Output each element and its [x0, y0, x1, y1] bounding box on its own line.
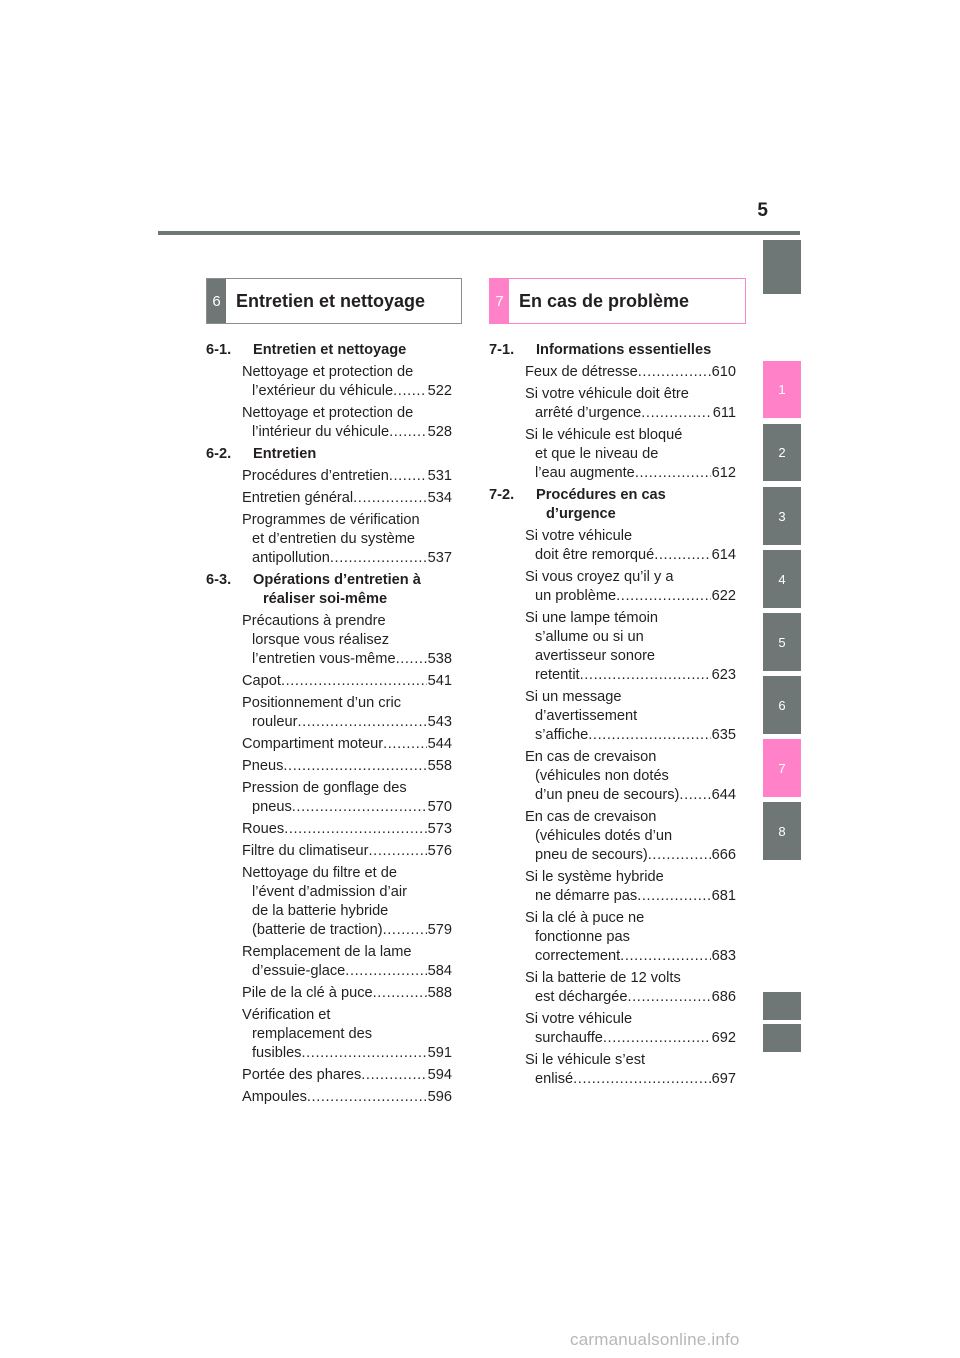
toc-entry-last-line — [525, 887, 736, 906]
section-title-line: Entretien — [253, 446, 317, 462]
toc-entry[interactable] — [242, 1088, 452, 1107]
toc-entry-line: Pression de gonflage des — [242, 780, 407, 796]
toc-entry-line: d’avertissement — [535, 708, 638, 724]
section-title-line: Opérations d’entretien à — [253, 572, 421, 588]
toc-entry-last-line — [242, 984, 452, 1003]
dot-leader — [389, 423, 427, 442]
page-reference[interactable]: 570 — [427, 799, 452, 815]
section-number: 6-2. — [206, 446, 232, 462]
toc-entry[interactable] — [525, 568, 736, 606]
toc-entry-line: l’entretien vous-même — [252, 651, 396, 667]
page-reference[interactable]: 614 — [711, 547, 736, 563]
toc-entry-line: l’eau augmente — [535, 465, 635, 481]
toc-entry-last-line — [525, 988, 736, 1007]
toc-entry[interactable] — [525, 688, 736, 745]
toc-entry[interactable] — [525, 969, 736, 1007]
toc-entry-line: Entretien général — [242, 490, 354, 506]
tab-index-1 — [763, 992, 801, 1020]
toc-entry-last-line — [242, 549, 452, 568]
section-title-line: d’urgence — [546, 506, 616, 522]
page-reference[interactable]: 576 — [427, 843, 452, 859]
toc-entry-last-line — [242, 467, 452, 486]
toc-entry-line: Si le véhicule s’est — [525, 1052, 646, 1068]
tab-index-2 — [763, 1024, 801, 1052]
toc-entry-line: l’extérieur du véhicule — [252, 383, 394, 399]
page-reference[interactable]: 522 — [427, 383, 452, 399]
chapter-7-title: En cas de problème — [519, 290, 690, 311]
toc-entry-last-line — [242, 713, 452, 732]
toc-entry-line: Si une lampe témoin — [525, 610, 659, 626]
toc-entry-last-line — [242, 672, 452, 691]
page-reference[interactable]: 591 — [427, 1045, 452, 1061]
toc-entry-line: Positionnement d’un cric — [242, 695, 401, 711]
toc-entry-line: un problème — [535, 588, 617, 604]
page-reference[interactable]: 681 — [711, 888, 736, 904]
toc-entry-line: lorsque vous réalisez — [252, 632, 390, 648]
toc-entry-line: d’un pneu de secours) — [535, 787, 680, 803]
toc-entry-line: retentit — [535, 667, 580, 683]
toc-entry-last-line — [525, 947, 736, 966]
page-reference[interactable]: 692 — [711, 1030, 736, 1046]
dot-leader — [383, 921, 427, 940]
dot-leader — [361, 1066, 426, 1085]
page-reference[interactable]: 610 — [711, 364, 736, 380]
toc-section-heading — [206, 445, 452, 464]
toc-entry-line: rouleur — [252, 714, 298, 730]
dot-leader — [638, 363, 711, 382]
toc-entry-line: de la batterie hybride — [252, 903, 389, 919]
toc-entry[interactable] — [525, 1010, 736, 1048]
toc-entry-last-line — [525, 587, 736, 606]
toc-entry-last-line — [525, 666, 736, 685]
toc-entry[interactable] — [242, 489, 452, 508]
toc-entry-last-line — [525, 546, 736, 565]
toc-entry-line: pneu de secours) — [535, 847, 648, 863]
toc-entry-line: et d’entretien du système — [252, 531, 416, 547]
toc-entry-line: Nettoyage du filtre et de — [242, 865, 397, 881]
toc-entry[interactable] — [242, 842, 452, 861]
toc-entry-line: d’essuie-glace — [252, 963, 346, 979]
section-title-line: réaliser soi-même — [263, 591, 388, 607]
toc-entry-last-line — [242, 423, 452, 442]
section-number: 6-1. — [206, 342, 232, 358]
page-reference[interactable]: 534 — [427, 490, 452, 506]
toc-entry-line: Capot — [242, 673, 281, 689]
page-reference[interactable]: 623 — [711, 667, 736, 683]
toc-entry-last-line — [525, 846, 736, 865]
toc-entry-line: Feux de détresse — [525, 364, 638, 380]
toc-entry[interactable] — [525, 748, 736, 805]
tab-chapter-7[interactable]: 7 — [763, 739, 801, 797]
dot-leader — [307, 1088, 427, 1107]
toc-entry-line: Si la clé à puce ne — [525, 910, 645, 926]
toc-entry-line: s’affiche — [535, 727, 589, 743]
toc-entry-line: remplacement des — [252, 1026, 373, 1042]
page-reference[interactable]: 686 — [711, 989, 736, 1005]
dot-leader — [283, 757, 426, 776]
dot-leader — [393, 382, 426, 401]
toc-entry-line: enlisé — [535, 1071, 574, 1087]
page-reference[interactable]: 538 — [427, 651, 452, 667]
dot-leader — [292, 798, 427, 817]
toc-section-heading — [206, 571, 452, 609]
toc-entry-line: et que le niveau de — [535, 446, 659, 462]
toc-entry[interactable] — [242, 757, 452, 776]
toc-entry[interactable] — [242, 404, 452, 442]
toc-section-heading — [489, 341, 736, 360]
dot-leader — [396, 650, 427, 669]
toc-entry[interactable] — [242, 779, 452, 817]
page-reference[interactable]: 579 — [427, 922, 452, 938]
chapter-7-header — [489, 278, 746, 324]
page-reference[interactable]: 541 — [427, 673, 452, 689]
dot-leader — [654, 546, 710, 565]
page-reference[interactable]: 558 — [427, 758, 452, 774]
tab-chapter-1[interactable]: 1 — [763, 361, 801, 418]
toc-entry-line: Vérification et — [242, 1007, 331, 1023]
toc-entry-line: Programmes de vérification — [242, 512, 420, 528]
toc-entry[interactable] — [242, 467, 452, 486]
page-number: 5 — [757, 200, 768, 221]
toc-entry[interactable] — [525, 609, 736, 685]
toc-entry-line: Pile de la clé à puce — [242, 985, 373, 1001]
toc-entry-line: fusibles — [252, 1045, 302, 1061]
page-reference[interactable]: 683 — [711, 948, 736, 964]
dot-leader — [588, 726, 710, 745]
toc-entry-line: correctement — [535, 948, 621, 964]
toc-entry-last-line — [242, 382, 452, 401]
dot-leader — [637, 887, 710, 906]
toc-entry-line: fonctionne pas — [535, 929, 630, 945]
page-reference[interactable]: 611 — [712, 405, 736, 421]
header-rule — [158, 231, 800, 235]
toc-section-heading — [206, 341, 452, 360]
toc-entry-line: Procédures d’entretien — [242, 468, 389, 484]
toc-entry-line: (véhicules non dotés — [535, 768, 669, 784]
dot-leader — [383, 735, 427, 754]
toc-entry-line: doit être remorqué — [535, 547, 655, 563]
page-reference[interactable]: 528 — [427, 424, 452, 440]
toc-entry-line: Filtre du climatiseur — [242, 843, 369, 859]
toc-entry-last-line — [525, 363, 736, 382]
dot-leader — [373, 984, 427, 1003]
toc-section-heading — [489, 486, 736, 524]
toc-entry-line: Si la batterie de 12 volts — [525, 970, 681, 986]
page-reference[interactable]: 612 — [711, 465, 736, 481]
page-reference[interactable]: 666 — [711, 847, 736, 863]
toc-entry[interactable] — [525, 363, 736, 382]
toc-entry-line: Nettoyage et protection de — [242, 405, 414, 421]
dot-leader — [353, 489, 426, 508]
dot-leader — [635, 464, 711, 483]
toc-entry[interactable] — [525, 1051, 736, 1089]
toc-entry-last-line — [242, 650, 452, 669]
dot-leader — [641, 404, 711, 423]
toc-entry-last-line — [242, 489, 452, 508]
toc-entry[interactable] — [525, 385, 736, 423]
page-reference[interactable]: 594 — [427, 1067, 452, 1083]
page-reference[interactable]: 588 — [427, 985, 452, 1001]
toc-entry[interactable] — [242, 943, 452, 981]
toc-entry-line: Si le véhicule est bloqué — [525, 427, 683, 443]
toc-entry[interactable] — [242, 864, 452, 940]
section-title-line: Informations essentielles — [536, 342, 712, 358]
dot-leader — [284, 820, 426, 839]
toc-entry-last-line — [525, 786, 736, 805]
toc-entry-line: s’allume ou si un — [535, 629, 644, 645]
section-title — [253, 571, 452, 609]
toc-entry-line: pneus — [252, 799, 292, 815]
toc-entry[interactable] — [525, 868, 736, 906]
toc-entry[interactable] — [242, 694, 452, 732]
chapter-7-number: 7 — [490, 279, 509, 323]
toc-entry-line: avertisseur sonore — [535, 648, 656, 664]
toc-entry[interactable] — [242, 672, 452, 691]
dot-leader — [679, 786, 710, 805]
dot-leader — [389, 467, 427, 486]
tab-chapter-5[interactable]: 5 — [763, 613, 801, 671]
toc-entry-line: (véhicules dotés d’un — [535, 828, 673, 844]
section-title — [253, 445, 452, 464]
dot-leader — [301, 1044, 426, 1063]
dot-leader — [345, 962, 426, 981]
toc-entry[interactable] — [525, 527, 736, 565]
toc-entry[interactable] — [242, 735, 452, 754]
toc-entry-line: l’évent d’admission d’air — [252, 884, 407, 900]
toc-entry[interactable] — [242, 1066, 452, 1085]
watermark: carmanualsonline.info — [570, 1330, 740, 1349]
section-number: 7-2. — [489, 487, 515, 503]
toc-entry[interactable] — [242, 984, 452, 1003]
chapter-6-number: 6 — [207, 279, 226, 323]
toc-entry-last-line — [242, 757, 452, 776]
tab-chapter-4[interactable]: 4 — [763, 550, 801, 608]
dot-leader — [603, 1029, 711, 1048]
dot-leader — [369, 842, 427, 861]
dot-leader — [616, 587, 711, 606]
toc-entry-last-line — [242, 921, 452, 940]
toc-entry[interactable] — [525, 426, 736, 483]
toc-entry-line: Si le système hybride — [525, 869, 664, 885]
dot-leader — [648, 846, 711, 865]
toc-entry-line: est déchargée — [535, 989, 628, 1005]
dot-leader — [580, 666, 711, 685]
toc-entry-line: ne démarre pas — [535, 888, 638, 904]
toc-entry-line: surchauffe — [535, 1030, 603, 1046]
toc-entry-line: Nettoyage et protection de — [242, 364, 414, 380]
section-title — [253, 341, 452, 360]
tab-chapter-8[interactable]: 8 — [763, 802, 801, 860]
tab-chapter-6[interactable]: 6 — [763, 676, 801, 734]
toc-entry[interactable] — [242, 820, 452, 839]
section-title — [536, 486, 736, 524]
page-reference[interactable]: 543 — [427, 714, 452, 730]
toc-entry-line: Portée des phares — [242, 1067, 362, 1083]
dot-leader — [281, 672, 427, 691]
toc-entry-last-line — [525, 404, 736, 423]
page-reference[interactable]: 697 — [711, 1071, 736, 1087]
toc-entry-line: Précautions à prendre — [242, 613, 386, 629]
section-title-line: Entretien et nettoyage — [253, 342, 407, 358]
chapter-7-toc — [489, 341, 736, 1092]
chapter-6-header — [206, 278, 462, 324]
toc-entry-last-line — [242, 1044, 452, 1063]
toc-entry-line: Si votre véhicule — [525, 1011, 633, 1027]
chapter-6-title: Entretien et nettoyage — [236, 290, 426, 311]
toc-entry-line: Roues — [242, 821, 285, 837]
toc-entry-line: Si votre véhicule doit être — [525, 386, 689, 402]
toc-entry-line: En cas de crevaison — [525, 749, 657, 765]
dot-leader — [628, 988, 711, 1007]
toc-entry[interactable] — [242, 511, 452, 568]
section-title — [536, 341, 736, 360]
dot-leader — [620, 947, 710, 966]
page-reference[interactable]: 644 — [711, 787, 736, 803]
page-reference[interactable]: 584 — [427, 963, 452, 979]
toc-entry-last-line — [525, 1029, 736, 1048]
section-number: 6-3. — [206, 572, 232, 588]
toc-entry-last-line — [242, 735, 452, 754]
toc-entry-last-line — [242, 820, 452, 839]
toc-entry-last-line — [242, 798, 452, 817]
toc-entry-line: Remplacement de la lame — [242, 944, 412, 960]
tab-blank-top — [763, 240, 801, 294]
toc-entry-line: (batterie de traction) — [252, 922, 383, 938]
toc-entry-line: l’intérieur du véhicule — [252, 424, 390, 440]
dot-leader — [330, 549, 427, 568]
toc-entry-line: arrêté d’urgence — [535, 405, 642, 421]
page-reference[interactable]: 622 — [711, 588, 736, 604]
toc-entry-last-line — [242, 842, 452, 861]
toc-entry[interactable] — [242, 1006, 452, 1063]
section-title-line: Procédures en cas — [536, 487, 666, 503]
dot-leader — [297, 713, 426, 732]
toc-entry-last-line — [525, 1070, 736, 1089]
dot-leader — [573, 1070, 711, 1089]
toc-entry-last-line — [242, 1066, 452, 1085]
toc-entry-line: En cas de crevaison — [525, 809, 657, 825]
tab-chapter-2[interactable]: 2 — [763, 424, 801, 481]
toc-entry[interactable] — [242, 363, 452, 401]
toc-entry-line: Si un message — [525, 689, 622, 705]
chapter-6-toc — [206, 341, 452, 1110]
toc-entry[interactable] — [242, 612, 452, 669]
toc-entry-line: Compartiment moteur — [242, 736, 384, 752]
toc-entry-line: Si vous croyez qu’il y a — [525, 569, 674, 585]
page-reference[interactable]: 537 — [427, 550, 452, 566]
toc-entry[interactable] — [525, 808, 736, 865]
page-reference[interactable]: 596 — [427, 1089, 452, 1105]
page-reference[interactable]: 544 — [427, 736, 452, 752]
tab-chapter-3[interactable]: 3 — [763, 487, 801, 545]
toc-entry-line: Ampoules — [242, 1089, 307, 1105]
section-number: 7-1. — [489, 342, 515, 358]
toc-entry-line: Pneus — [242, 758, 284, 774]
toc-entry-last-line — [525, 726, 736, 745]
toc-entry-last-line — [242, 962, 452, 981]
toc-entry-last-line — [525, 464, 736, 483]
page-reference[interactable]: 635 — [711, 727, 736, 743]
page-reference[interactable]: 531 — [427, 468, 452, 484]
page-reference[interactable]: 573 — [427, 821, 452, 837]
toc-entry-last-line — [242, 1088, 452, 1107]
toc-entry-line: Si votre véhicule — [525, 528, 633, 544]
toc-entry-line: antipollution — [252, 550, 330, 566]
toc-entry[interactable] — [525, 909, 736, 966]
